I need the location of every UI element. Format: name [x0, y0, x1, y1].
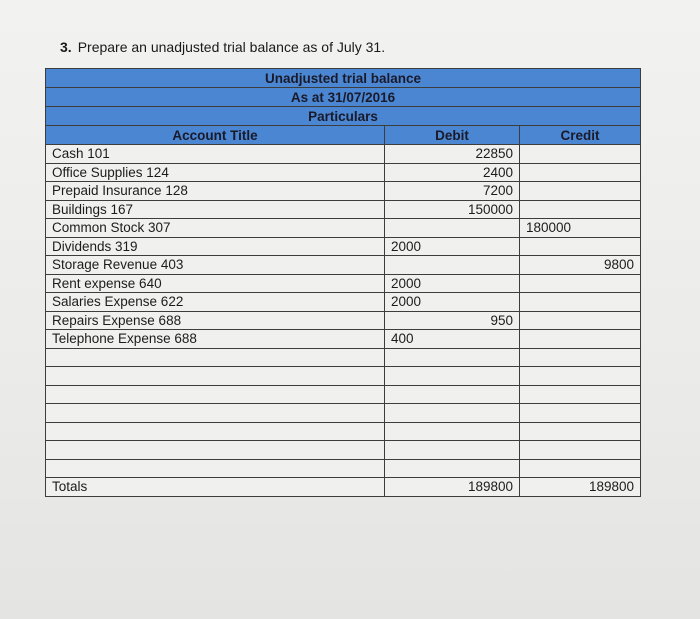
account-cell[interactable]: Telephone Expense 688: [46, 330, 385, 349]
account-cell[interactable]: Dividends 319: [46, 237, 385, 256]
debit-cell[interactable]: 950: [385, 311, 520, 330]
total-credit[interactable]: 189800: [520, 478, 641, 497]
table-title: Unadjusted trial balance: [46, 69, 641, 88]
account-cell[interactable]: [46, 422, 385, 441]
table-row: [46, 163, 641, 182]
credit-cell[interactable]: 180000: [520, 219, 641, 238]
debit-cell[interactable]: [385, 256, 520, 275]
credit-cell[interactable]: 9800: [520, 256, 641, 275]
account-cell[interactable]: [46, 385, 385, 404]
account-cell[interactable]: [46, 459, 385, 478]
table-row: [46, 237, 641, 256]
credit-cell[interactable]: [520, 237, 641, 256]
debit-cell[interactable]: [385, 441, 520, 460]
question-number: 3.: [60, 39, 72, 55]
debit-cell[interactable]: 2000: [385, 293, 520, 312]
table-row: [46, 311, 641, 330]
account-cell[interactable]: Storage Revenue 403: [46, 256, 385, 275]
credit-cell[interactable]: [520, 422, 641, 441]
debit-cell[interactable]: [385, 459, 520, 478]
question-prompt: [60, 39, 385, 55]
credit-cell[interactable]: [520, 330, 641, 349]
credit-cell[interactable]: [520, 348, 641, 367]
blank-row: [46, 441, 641, 460]
blank-row: [46, 385, 641, 404]
header-debit: Debit: [385, 126, 520, 145]
totals-label: Totals: [46, 478, 385, 497]
total-debit[interactable]: 189800: [385, 478, 520, 497]
credit-cell[interactable]: [520, 459, 641, 478]
debit-cell[interactable]: [385, 404, 520, 423]
account-cell[interactable]: Cash 101: [46, 145, 385, 164]
totals-row: [46, 478, 641, 497]
trial-balance-table: [45, 68, 641, 497]
debit-cell[interactable]: 7200: [385, 182, 520, 201]
credit-cell[interactable]: [520, 385, 641, 404]
debit-cell[interactable]: [385, 385, 520, 404]
credit-cell[interactable]: [520, 441, 641, 460]
table-row: [46, 145, 641, 164]
account-cell[interactable]: [46, 404, 385, 423]
credit-cell[interactable]: [520, 404, 641, 423]
credit-cell[interactable]: [520, 293, 641, 312]
table-row: [46, 293, 641, 312]
table-date: As at 31/07/2016: [46, 88, 641, 107]
table-row: [46, 274, 641, 293]
debit-cell[interactable]: 2000: [385, 237, 520, 256]
blank-row: [46, 348, 641, 367]
credit-cell[interactable]: [520, 367, 641, 386]
debit-cell[interactable]: 2400: [385, 163, 520, 182]
account-cell[interactable]: [46, 441, 385, 460]
account-cell[interactable]: Prepaid Insurance 128: [46, 182, 385, 201]
table-row: [46, 182, 641, 201]
credit-cell[interactable]: [520, 274, 641, 293]
account-cell[interactable]: [46, 348, 385, 367]
debit-cell[interactable]: 150000: [385, 200, 520, 219]
debit-cell[interactable]: 22850: [385, 145, 520, 164]
debit-cell[interactable]: 2000: [385, 274, 520, 293]
table-row: [46, 330, 641, 349]
debit-cell[interactable]: [385, 367, 520, 386]
debit-cell[interactable]: [385, 219, 520, 238]
table-section: Particulars: [46, 107, 641, 126]
account-cell[interactable]: [46, 367, 385, 386]
blank-row: [46, 367, 641, 386]
debit-cell[interactable]: [385, 348, 520, 367]
account-cell[interactable]: Common Stock 307: [46, 219, 385, 238]
account-cell[interactable]: Office Supplies 124: [46, 163, 385, 182]
debit-cell[interactable]: [385, 422, 520, 441]
blank-row: [46, 459, 641, 478]
account-cell[interactable]: Buildings 167: [46, 200, 385, 219]
question-text: Prepare an unadjusted trial balance as of July 31.: [77, 39, 386, 55]
debit-cell[interactable]: 400: [385, 330, 520, 349]
table-row: [46, 219, 641, 238]
account-cell[interactable]: Repairs Expense 688: [46, 311, 385, 330]
credit-cell[interactable]: [520, 182, 641, 201]
table-row: [46, 256, 641, 275]
header-credit: Credit: [520, 126, 641, 145]
header-account-title: Account Title: [46, 126, 385, 145]
account-cell[interactable]: Salaries Expense 622: [46, 293, 385, 312]
credit-cell[interactable]: [520, 311, 641, 330]
table-row: [46, 200, 641, 219]
credit-cell[interactable]: [520, 163, 641, 182]
blank-row: [46, 404, 641, 423]
credit-cell[interactable]: [520, 200, 641, 219]
credit-cell[interactable]: [520, 145, 641, 164]
blank-row: [46, 422, 641, 441]
account-cell[interactable]: Rent expense 640: [46, 274, 385, 293]
